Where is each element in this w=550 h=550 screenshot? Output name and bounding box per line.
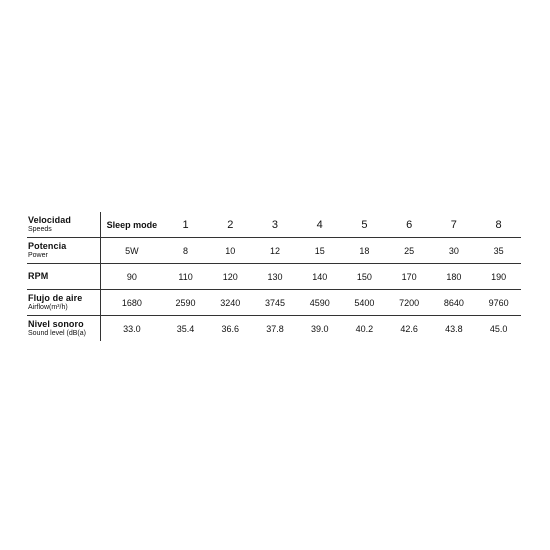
- table-cell: 150: [342, 264, 387, 290]
- row-label-sound-level: [27, 316, 100, 342]
- table-cell: 25: [387, 238, 432, 264]
- column-header-speed-5: 5: [342, 212, 387, 238]
- table-cell: 8: [163, 238, 208, 264]
- table-cell: 8640: [432, 290, 477, 316]
- table-cell: 35.4: [176, 323, 195, 334]
- row-label-rpm: [27, 264, 100, 290]
- table-cell: 42.6: [400, 323, 418, 334]
- table-cell: 9760: [476, 290, 521, 316]
- table-cell: 18: [342, 238, 387, 264]
- column-header-speed-3: 3: [253, 212, 298, 238]
- table-row-airflow: [27, 290, 521, 316]
- table-cell: 35: [476, 238, 521, 264]
- table-cell: 170: [387, 264, 432, 290]
- table-row-sound-level: [27, 316, 521, 342]
- row-label-sub: Airflow(m³/h): [28, 304, 68, 312]
- row-label-airflow: [27, 290, 100, 316]
- row-label-sub: Power: [28, 252, 48, 260]
- specifications-table: [27, 212, 521, 341]
- column-header-speed-7: 7: [432, 212, 477, 238]
- table-cell: 5W: [100, 238, 163, 264]
- table-cell: 180: [432, 264, 477, 290]
- table-cell: 36.6: [221, 323, 240, 334]
- table-cell: 1680: [100, 290, 163, 316]
- row-label-main: RPM: [28, 270, 49, 281]
- table-cell: 39.0: [310, 323, 329, 334]
- table-cell: 33.0: [123, 323, 141, 334]
- row-label-main: Nivel sonoro: [28, 318, 84, 329]
- table-cell: 120: [208, 264, 253, 290]
- table-cell: 3240: [208, 290, 253, 316]
- table-row-power: [27, 238, 521, 264]
- table-cell: 30: [432, 238, 477, 264]
- table-cell: 90: [100, 264, 163, 290]
- table-cell: 140: [297, 264, 342, 290]
- table-cell: 3745: [253, 290, 298, 316]
- row-label-sub: Sound level (dB(a): [28, 330, 86, 338]
- table-cell: 190: [476, 264, 521, 290]
- table-cell: 4590: [297, 290, 342, 316]
- table-cell: 15: [297, 238, 342, 264]
- column-header-sleep-mode: Sleep mode: [100, 212, 163, 238]
- table-cell: 40.2: [355, 323, 374, 334]
- column-header-speed-4: 4: [297, 212, 342, 238]
- row-label-main: Potencia: [28, 240, 67, 251]
- row-label-main: Velocidad: [28, 214, 71, 225]
- table-cell: 10: [208, 238, 253, 264]
- row-label-power: [27, 238, 100, 264]
- row-label-main: Flujo de aire: [28, 292, 83, 303]
- column-header-speed-8: 8: [476, 212, 521, 238]
- column-header-speed-1: 1: [163, 212, 208, 238]
- column-header-speed-6: 6: [387, 212, 432, 238]
- table-cell: 130: [253, 264, 298, 290]
- table-cell: 37.8: [266, 323, 284, 334]
- table-cell: 2590: [163, 290, 208, 316]
- table-row-rpm: [27, 264, 521, 290]
- row-label-speeds: [27, 212, 100, 238]
- column-header-speed-2: 2: [208, 212, 253, 238]
- table-cell: 5400: [342, 290, 387, 316]
- table-cell: 12: [253, 238, 298, 264]
- header-row: [27, 212, 521, 238]
- table-cell: 110: [163, 264, 208, 290]
- table-cell: 45.0: [489, 323, 508, 334]
- row-label-sub: Speeds: [28, 226, 52, 234]
- table-cell: 7200: [387, 290, 432, 316]
- table-cell: 43.8: [445, 323, 463, 334]
